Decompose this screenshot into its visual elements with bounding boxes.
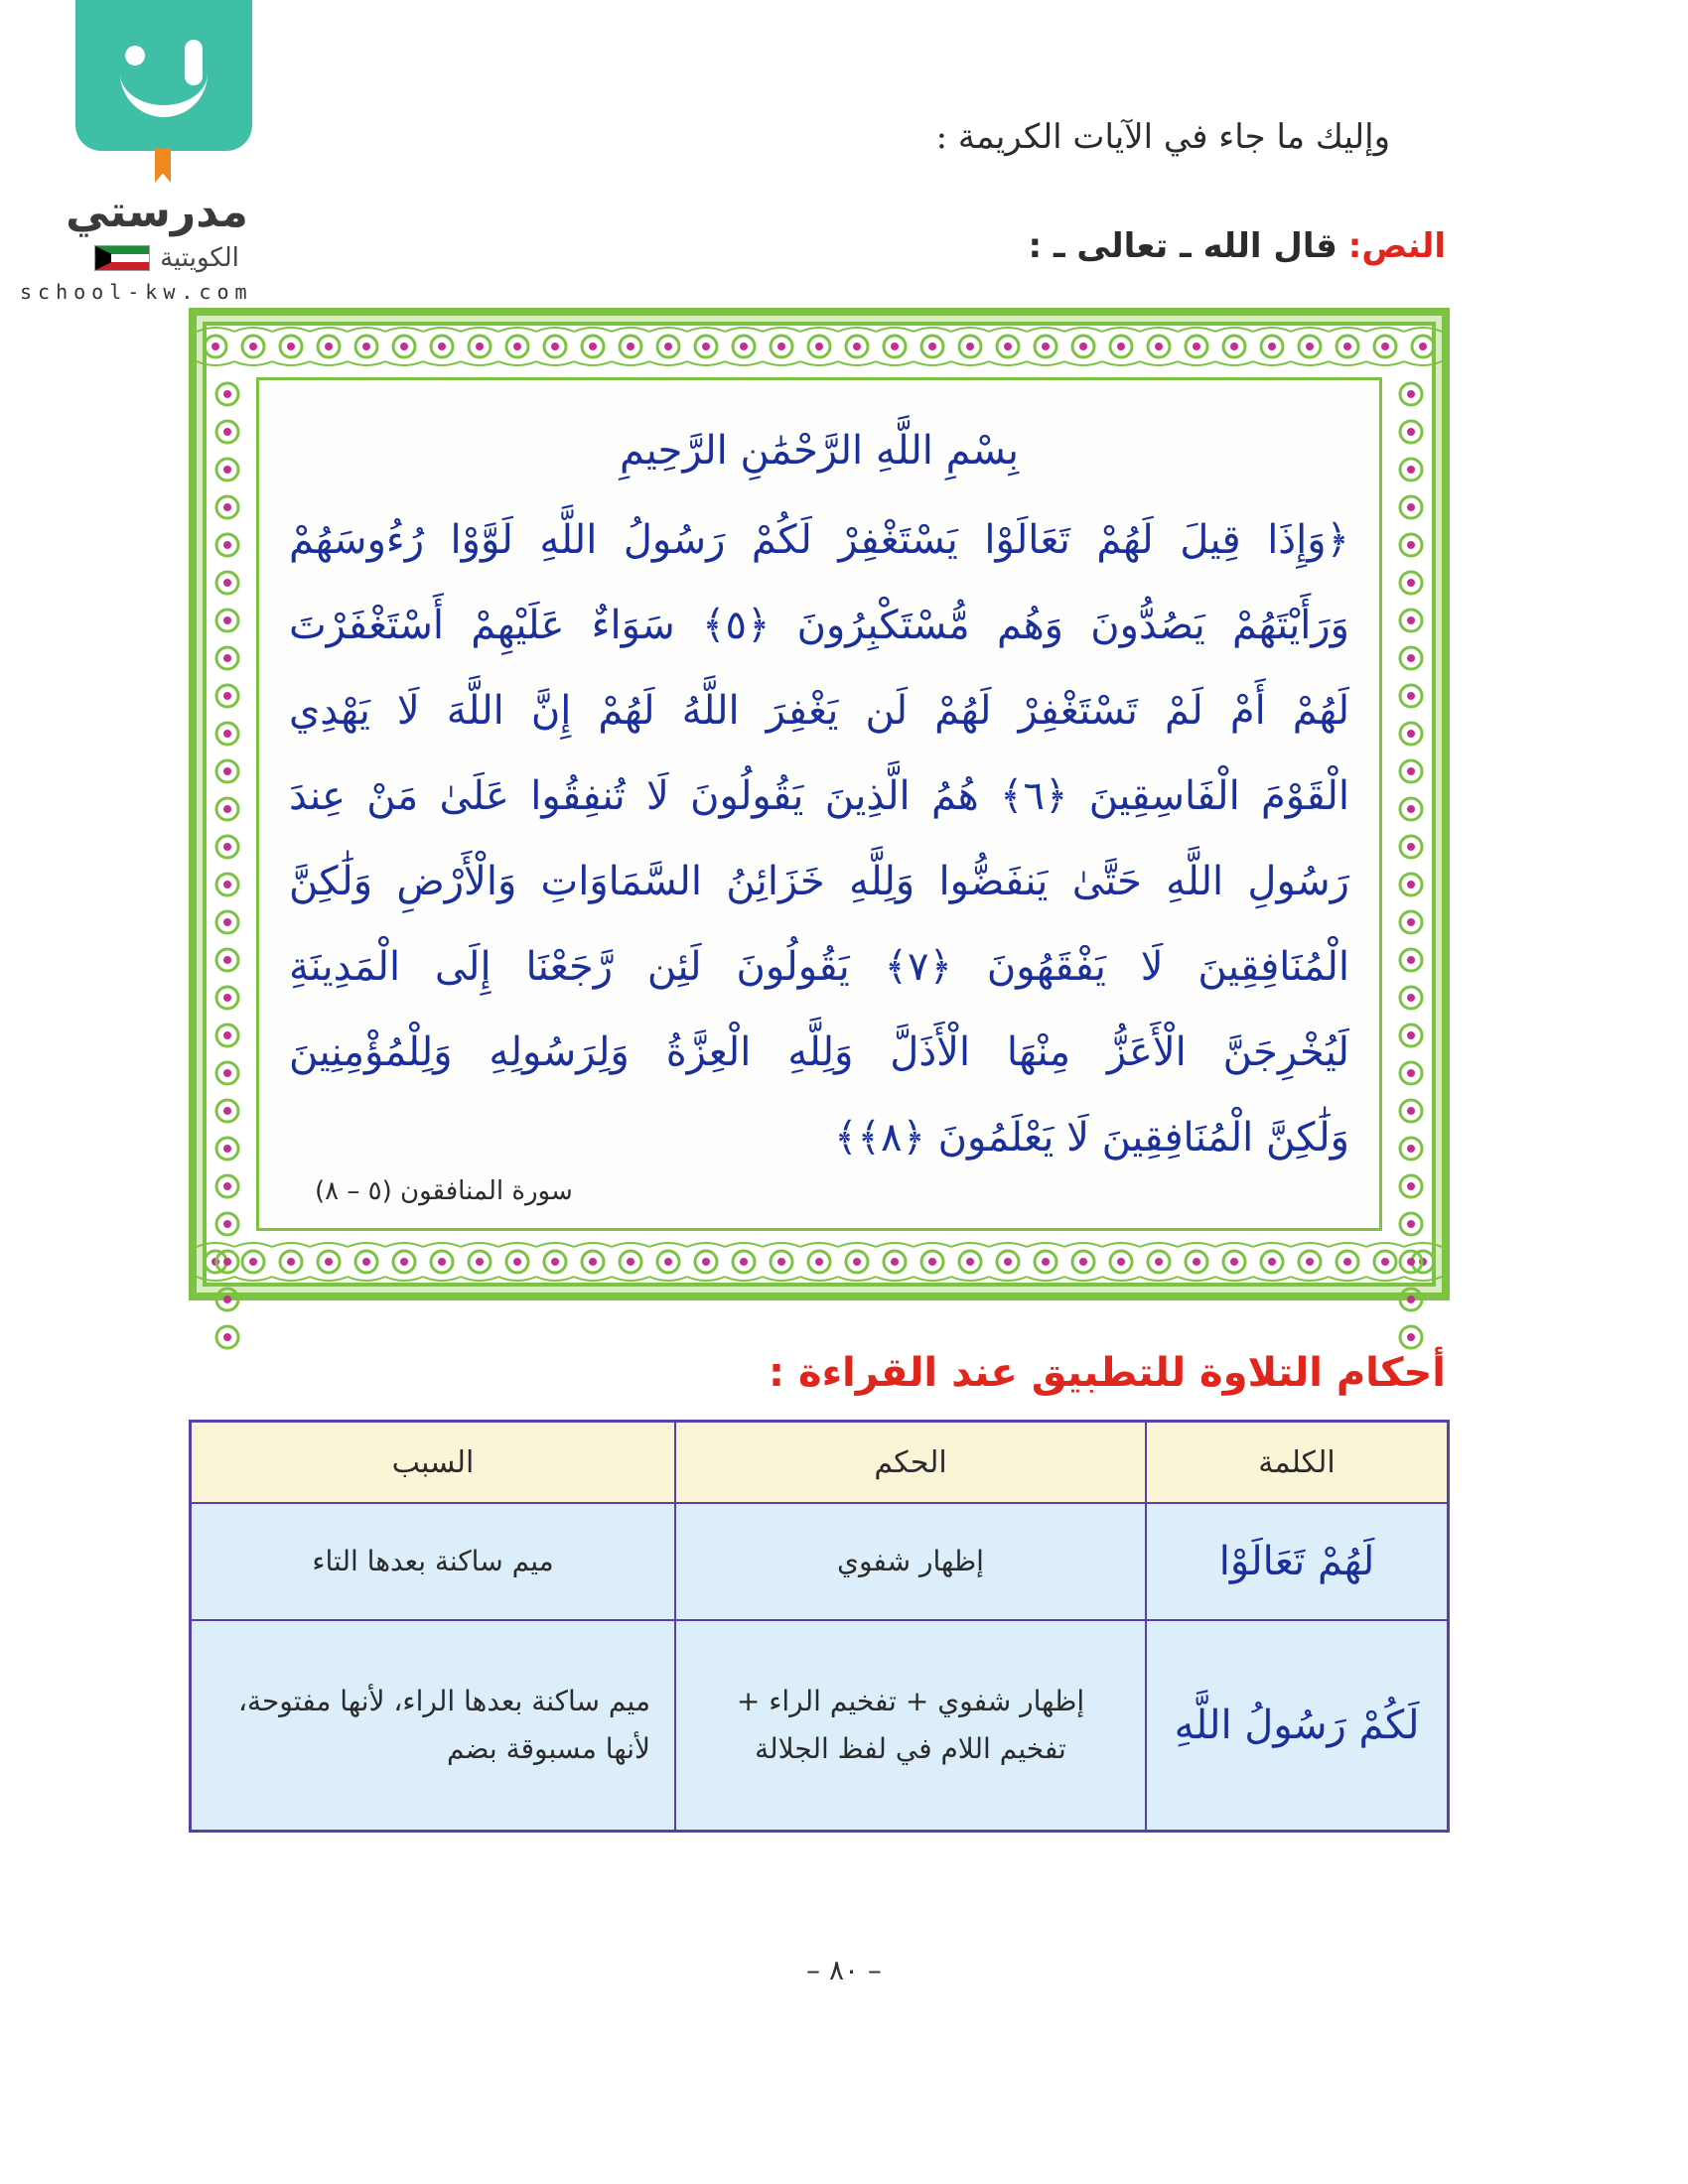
text-heading [1029, 226, 1446, 266]
text-intro: قال الله ـ تعالى ـ : [1028, 226, 1337, 266]
bookmark-ribbon-icon [155, 149, 171, 183]
ornament-border-icon [1388, 375, 1434, 1352]
logo-subtitle: الكويتية [160, 243, 239, 273]
logo-subtitle-row [48, 243, 286, 273]
ornament-border-icon [197, 324, 1442, 369]
verse-line: لَيُخْرِجَنَّ الْأَعَزُّ مِنْهَا الْأَذَلَّ وَلِلَّهِ الْعِزَّةُ وَلِرَسُولِهِ وَلِلْمُؤْمِنِينَ [289, 1029, 1349, 1075]
text-label: النص: [1347, 226, 1446, 266]
verse-line: ﴿وَإِذَا قِيلَ لَهُمْ تَعَالَوْا يَسْتَغْفِرْ لَكُمْ رَسُولُ اللَّهِ لَوَّوْا رُءُوسَهُمْ [289, 517, 1349, 563]
page-number: – ٨٠ – [806, 1954, 882, 1986]
verse-frame [189, 308, 1450, 1300]
column-header-reason: السبب [191, 1422, 676, 1504]
verse-line: وَرَأَيْتَهُمْ يَصُدُّونَ وَهُم مُّسْتَكْبِرُونَ ﴿٥﴾ سَوَاءٌ عَلَيْهِمْ أَسْتَغْفَرْتَ [289, 603, 1349, 648]
ornament-border-icon [197, 1239, 1442, 1285]
tajweed-rules-table [189, 1420, 1450, 1833]
verse-text [289, 497, 1349, 1180]
table-row [191, 1503, 1449, 1620]
tajweed-rules-heading: أحكام التلاوة للتطبيق عند القراءة : [769, 1350, 1446, 1396]
verse-line: رَسُولِ اللَّهِ حَتَّىٰ يَنفَضُّوا وَلِلَّهِ خَزَائِنُ السَّمَاوَاتِ وَالْأَرْضِ وَلَٰكِنَّ [289, 859, 1349, 904]
cell-reason: ميم ساكنة بعدها الراء، لأنها مفتوحة، لأنها مسبوقة بضم [191, 1620, 676, 1832]
basmala: بِسْمِ اللَّهِ الرَّحْمَٰنِ الرَّحِيمِ [619, 428, 1020, 474]
site-logo [18, 0, 306, 304]
cell-word: لَهُمْ تَعَالَوْا [1146, 1503, 1449, 1620]
verse-panel [256, 377, 1382, 1231]
column-header-word: الكلمة [1146, 1422, 1449, 1504]
verse-line: الْمُنَافِقِينَ لَا يَفْقَهُونَ ﴿٧﴾ يَقُولُونَ لَئِن رَّجَعْنَا إِلَى الْمَدِينَةِ [289, 944, 1349, 990]
table-row [191, 1620, 1449, 1832]
column-header-rule: الحكم [675, 1422, 1146, 1504]
cell-reason: ميم ساكنة بعدها التاء [191, 1503, 676, 1620]
logo-url: school-kw.com [20, 280, 253, 304]
cell-word: لَكُمْ رَسُولُ اللَّهِ [1146, 1620, 1449, 1832]
intro-line: وإليك ما جاء في الآيات الكريمة : [935, 117, 1390, 157]
ornament-border-icon [205, 375, 250, 1352]
verse-line: وَلَٰكِنَّ الْمُنَافِقِينَ لَا يَعْلَمُونَ ﴿٨﴾﴾ [834, 1115, 1349, 1160]
logo-name: مدرستي [66, 187, 248, 237]
logo-mark-icon [75, 0, 252, 151]
cell-rule: إظهار شفوي [675, 1503, 1146, 1620]
table-header-row [191, 1422, 1449, 1504]
surah-reference: سورة المنافقون (٥ – ٨) [315, 1176, 573, 1206]
cell-rule: إظهار شفوي + تفخيم الراء + تفخيم اللام في لفظ الجلالة [675, 1620, 1146, 1832]
verse-line: لَهُمْ أَمْ لَمْ تَسْتَغْفِرْ لَهُمْ لَن يَغْفِرَ اللَّهُ لَهُمْ إِنَّ اللَّهَ لَا يَهْدِي [289, 688, 1349, 734]
kuwait-flag-icon [94, 245, 150, 271]
verse-line: الْقَوْمَ الْفَاسِقِينَ ﴿٦﴾ هُمُ الَّذِينَ يَقُولُونَ لَا تُنفِقُوا عَلَىٰ مَنْ عِندَ [289, 773, 1349, 819]
